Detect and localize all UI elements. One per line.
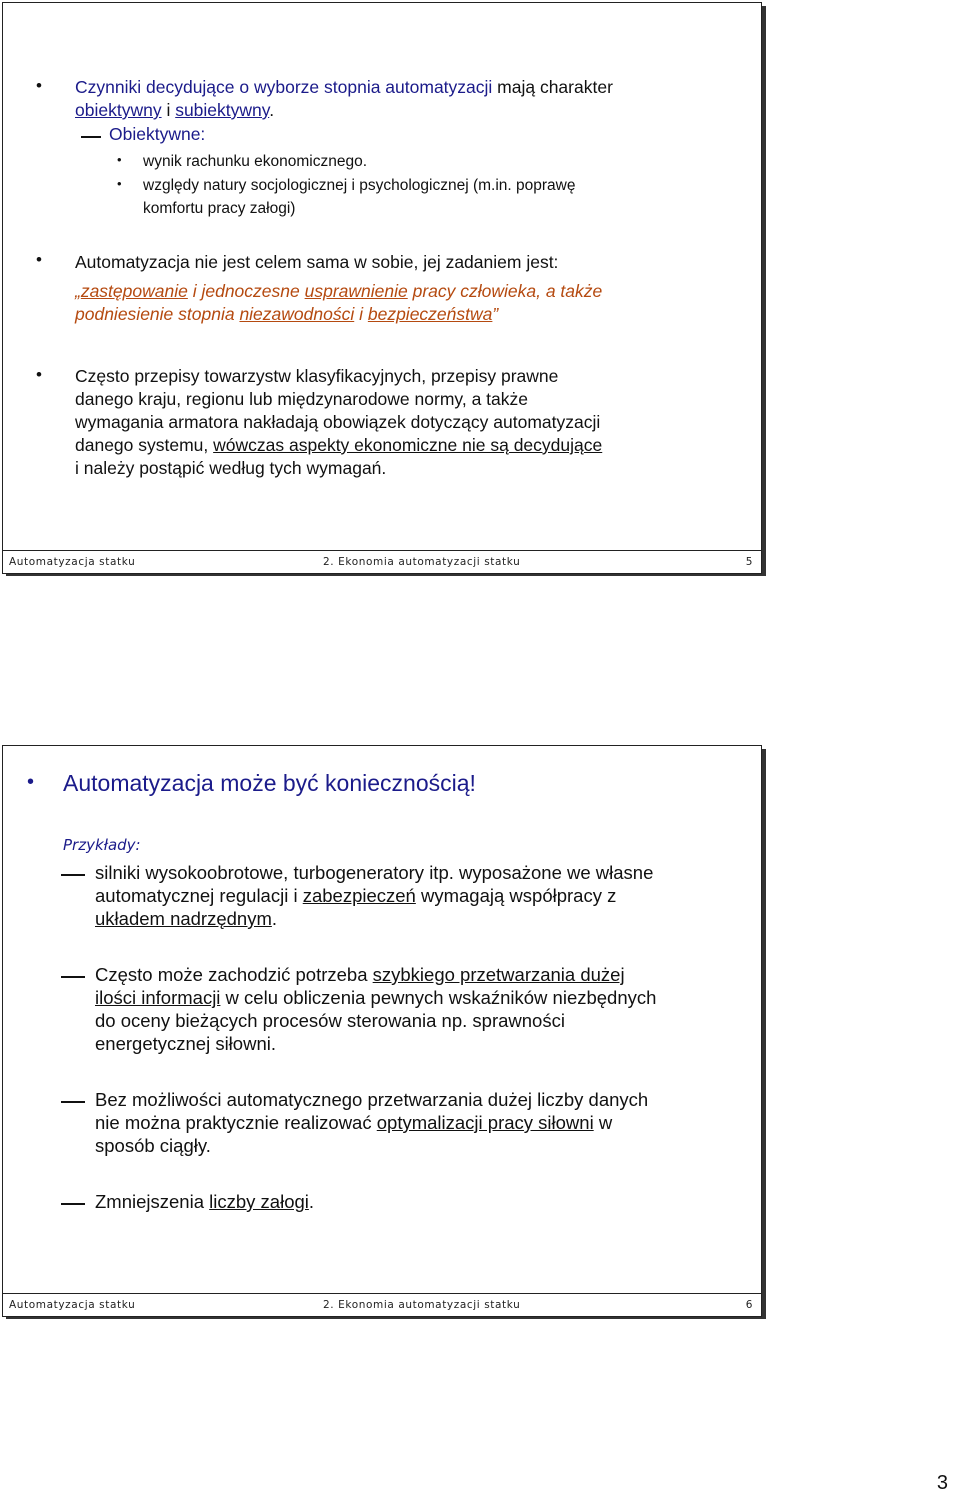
footer-mid: 2. Ekonomia automatyzacji statku [323,556,521,568]
slide-6 [2,745,762,1317]
slide5-bullet2: Automatyzacja nie jest celem sama w sobie, jej zadaniem jest: [75,252,559,272]
slide6-item1-line1: silniki wysokoobrotowe, turbogeneratory itp. wyposażone we własne [95,862,654,883]
slide5-sub-item-1: wynik rachunku ekonomicznego. [143,153,368,170]
page-number: 3 [936,1472,948,1494]
slide6-item3-line3: sposób ciągły. [95,1135,211,1156]
bullet-dot: • [36,365,42,384]
dash-icon [81,136,101,138]
slide5-sub-label: Obiektywne: [109,124,206,144]
slide6-item2-line3: do oceny bieżących procesów sterowania np. sprawności [95,1010,565,1031]
slide6-item2-line2: ilości informacji w celu obliczenia pewnych wskaźników niezbędnych [95,987,657,1008]
slide6-item4: Zmniejszenia liczby załogi. [95,1191,315,1212]
dash-icon [61,874,85,876]
slide6-item3-line1: Bez możliwości automatycznego przetwarzania dużej liczby danych [95,1089,649,1110]
slide-5 [2,2,762,574]
slide5-sub-item-2: względy natury socjologicznej i psychologicznej (m.in. poprawę [143,177,576,194]
bullet-dot: • [117,152,122,167]
slide6-footer [3,1293,761,1316]
slide5-quote-line2: podniesienie stopnia niezawodności i bezpieczeństwa” [75,304,499,324]
dash-icon [61,1101,85,1103]
slide6-item2-line4: energetycznej siłowni. [95,1033,276,1054]
footer-left: Automatyzacja statku [9,556,136,568]
footer-left: Automatyzacja statku [9,1299,136,1311]
slide5-footer [3,550,761,573]
bullet-dot: • [27,771,35,793]
slide6-item1-line2: automatycznej regulacji i zabezpieczeń wymagają współpracy z [95,885,617,906]
bullet-dot: • [36,250,42,269]
dash-icon [61,1203,85,1205]
slide5-bullet3-line1: Często przepisy towarzystw klasyfikacyjnych, przepisy prawne [75,366,559,386]
slide6-item2-line1: Często może zachodzić potrzeba szybkiego przetwarzania dużej [95,964,625,985]
footer-slide-number: 5 [745,556,753,568]
bullet-dot: • [117,176,122,191]
slide5-quote-line1: „zastępowanie i jednoczesne usprawnienie pracy człowieka, a także [75,281,603,301]
slide5-bullet3-line5: i należy postąpić według tych wymagań. [75,458,387,478]
slide5-bullet3-line4: danego systemu, wówczas aspekty ekonomiczne nie są decydujące [75,435,603,455]
slide5-bullet3-line2: danego kraju, regionu lub międzynarodowe normy, a także [75,389,528,409]
footer-slide-number: 6 [745,1299,753,1311]
bullet-dot: • [36,76,42,95]
slide6-item1-line3: układem nadrzędnym. [95,908,278,929]
slide5-bullet1-line1: Czynniki decydujące o wyborze stopnia automatyzacji mają charakter [75,77,613,97]
slide6-item3-line2: nie można praktycznie realizować optymalizacji pracy siłowni w [95,1112,613,1133]
slide5-bullet1-line2: obiektywny i subiektywny. [75,100,275,120]
dash-icon [61,976,85,978]
slide5-sub-item-2b: komfortu pracy załogi) [143,200,296,217]
footer-mid: 2. Ekonomia automatyzacji statku [323,1299,521,1311]
slide5-bullet3-line3: wymagania armatora nakładają obowiązek dotyczący automatyzacji [75,412,601,432]
slide6-title: Automatyzacja może być koniecznością! [63,770,476,796]
slide6-examples-label: Przykłady: [63,836,141,854]
